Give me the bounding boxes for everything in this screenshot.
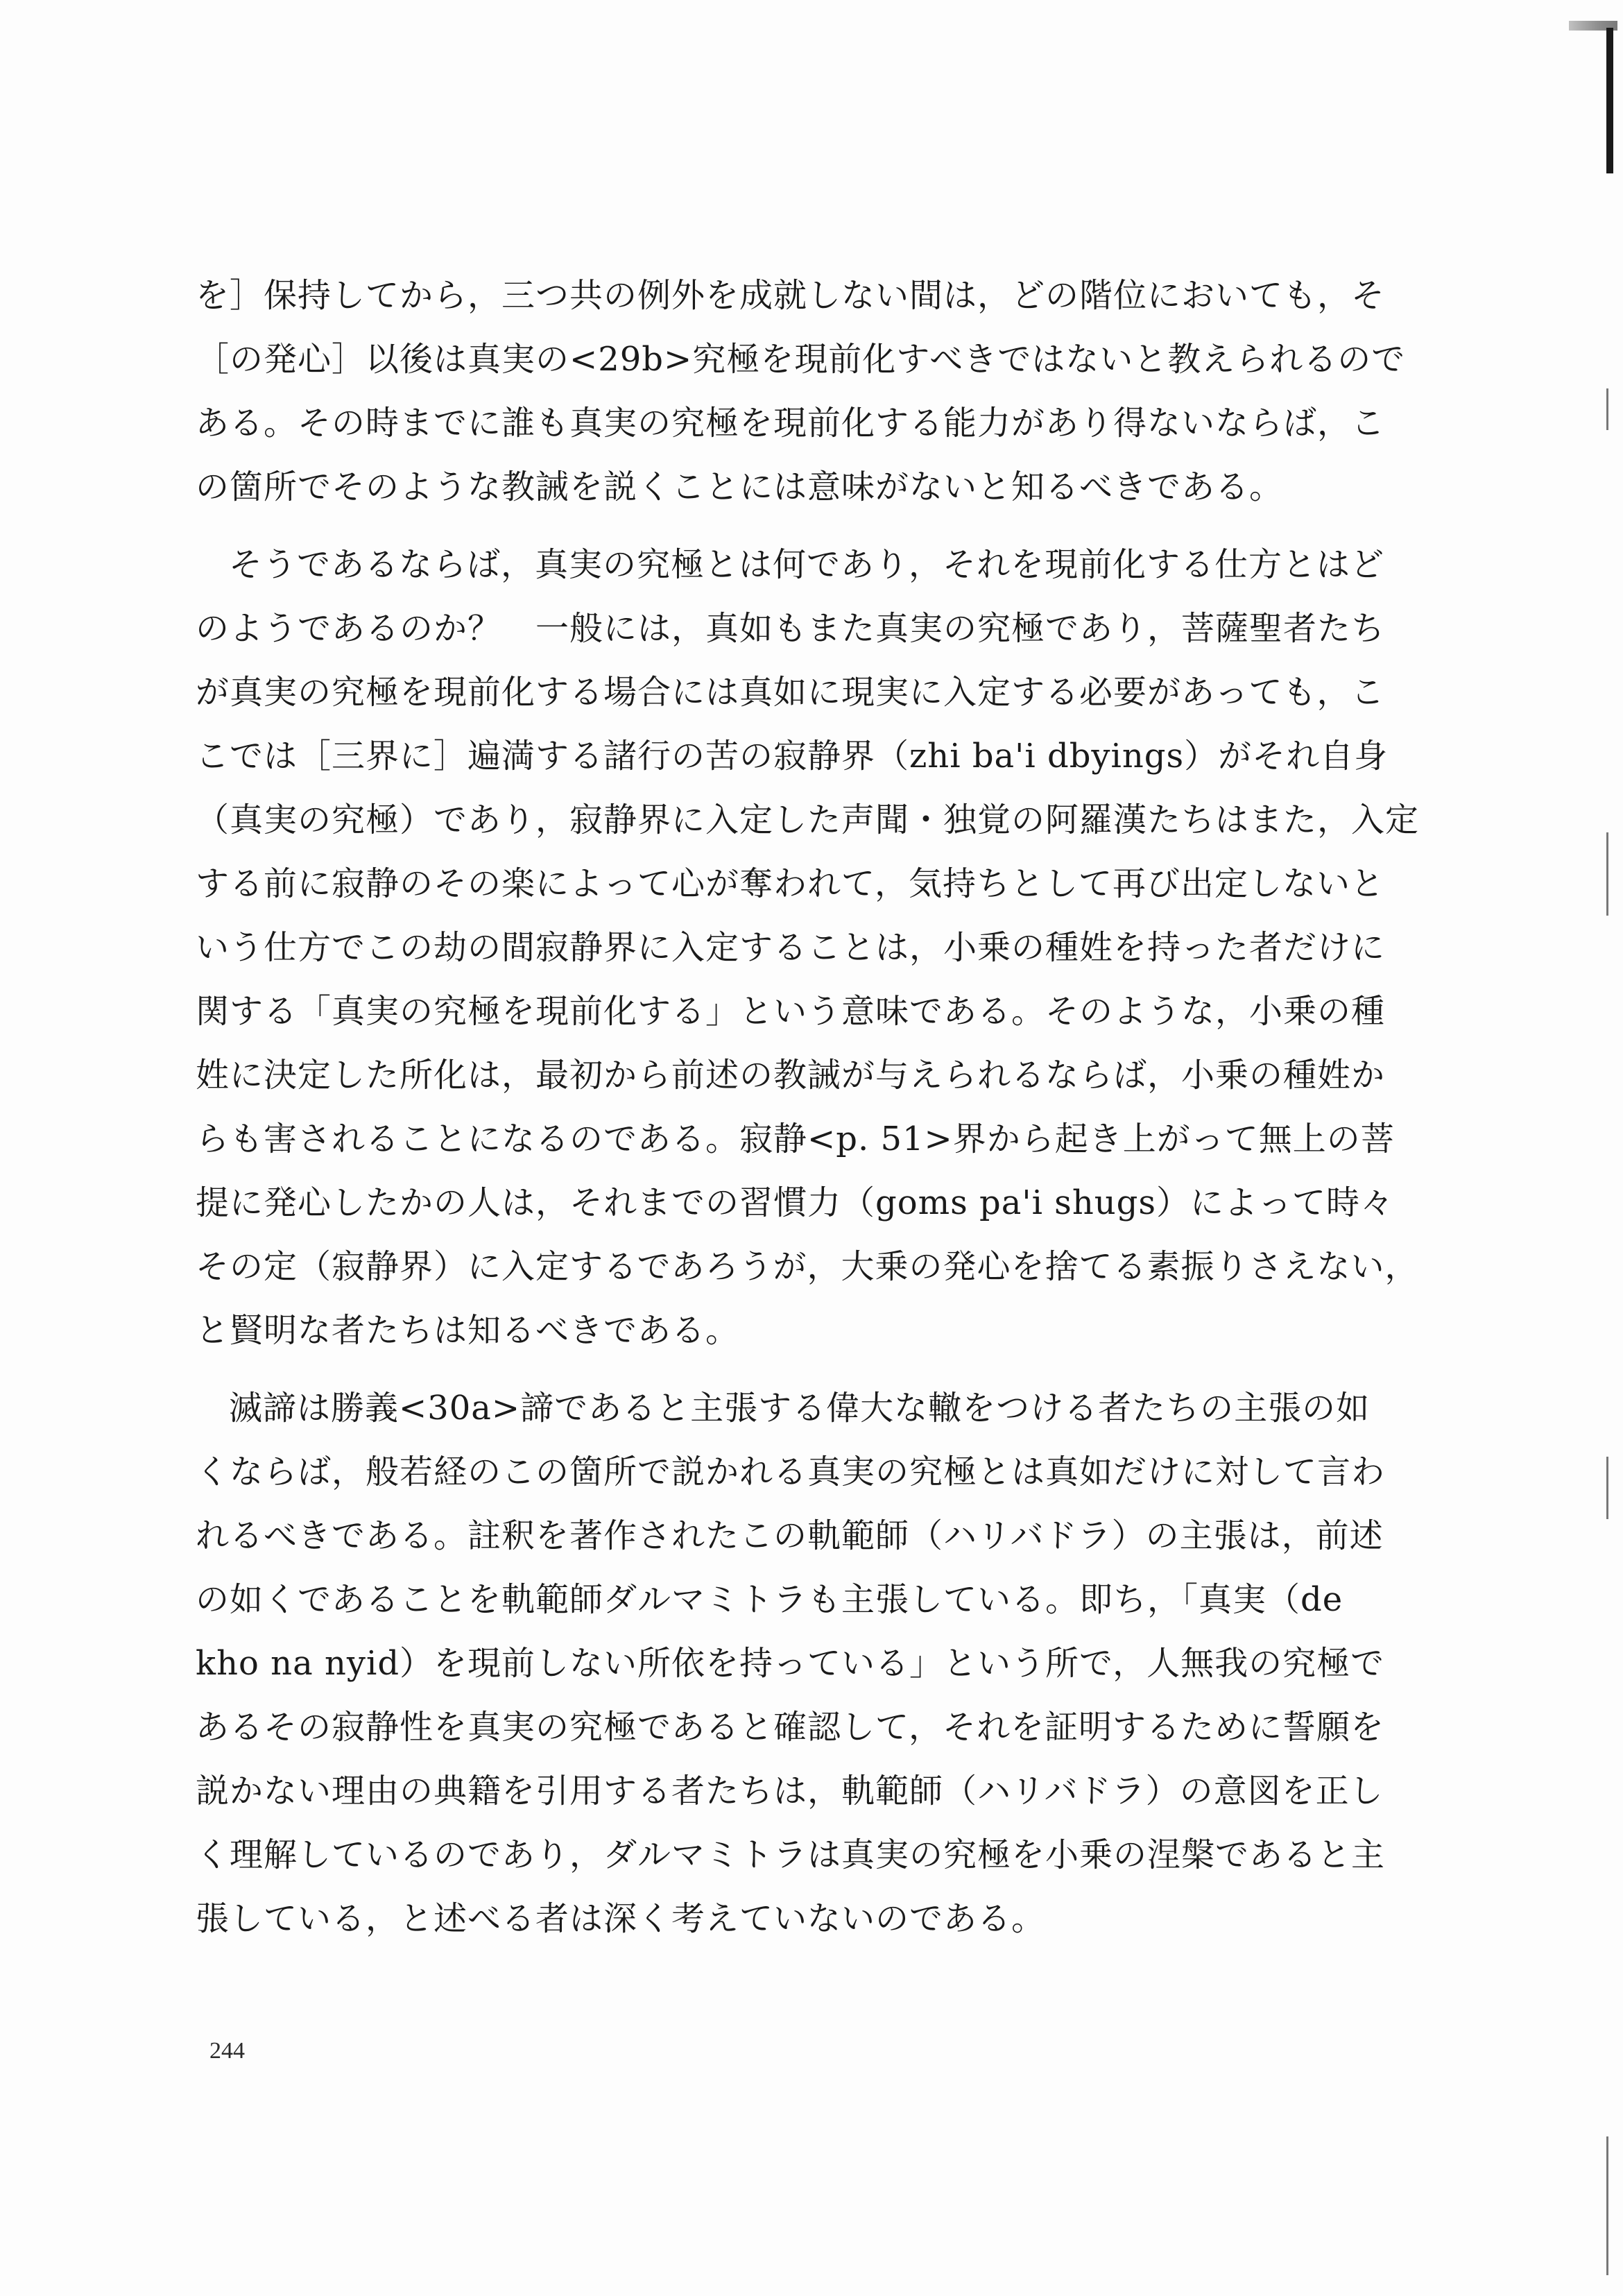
scan-edge-speck [1606,832,1608,916]
text-line: （真実の究極）であり，寂静界に入定した声聞・独覚の阿羅漢たちはまた，入定 [196,800,1420,839]
text-line: が真実の究極を現前化する場合には真如に現実に入定する必要があっても，こ [196,673,1385,712]
paragraph [196,264,1409,519]
text-line: くならば，般若経のこの箇所で説かれる真実の究極とは真如だけに対して言わ [196,1453,1386,1491]
body-text [196,264,1420,1951]
text-line: 滅諦は勝義<30a>諦であると主張する偉大な轍をつける者たちの主張の如 [229,1389,1371,1428]
text-line: その定（寂静界）に入定するであろうが，大乗の発心を捨てる素振りさえない， [196,1247,1419,1286]
text-line: そうであるならば，真実の究極とは何であり，それを現前化する仕方とはど [229,545,1385,584]
text-line: らも害されることになるのである。寂静<p. 51>界から起き上がって無上の菩 [196,1120,1395,1158]
text-line: kho na nyid）を現前しない所依を持っている」という所で，人無我の究極で [196,1644,1385,1683]
text-line: 関する「真実の究極を現前化する」という意味である。そのような，小乗の種 [196,992,1386,1031]
text-line: と賢明な者たちは知るべきである。 [196,1311,740,1350]
text-line: を］保持してから，三つ共の例外を成就しない間は，どの階位においても，そ [196,276,1386,315]
text-line: する前に寂静のその楽によって心が奪われて，気持ちとして再び出定しないと [196,864,1385,903]
paragraph [196,1376,1409,1951]
text-line: いう仕方でこの劫の間寂静界に入定することは，小乗の種姓を持った者だけに [196,928,1386,967]
text-line: こでは［三界に］遍満する諸行の苦の寂静界（zhi ba'i dbyings）がそれ自身 [196,737,1389,776]
text-line: 姓に決定した所化は，最初から前述の教誡が与えられるならば，小乗の種姓か [196,1056,1386,1095]
text-line: れるべきである。註釈を著作されたこの軌範師（ハリバドラ）の主張は，前述 [196,1516,1384,1555]
scan-edge-speck [1606,388,1608,430]
scan-edge-bar [1606,28,1613,173]
paragraph [196,533,1420,1362]
text-line: の如くであることを軌範師ダルマミトラも主張している。即ち，「真実（de [196,1580,1343,1619]
text-line: 張している，と述べる者は深く考えていないのである。 [196,1899,1046,1938]
text-line: く理解しているのであり，ダルマミトラは真実の究極を小乗の涅槃であると主 [196,1835,1386,1874]
scan-edge-speck [1606,2136,1608,2275]
text-line: 提に発心したかの人は，それまでの習慣力（goms pa'i shugs）によって時々 [196,1183,1395,1222]
text-line: の箇所でそのような教誡を説くことには意味がないと知るべきである。 [196,468,1284,506]
text-line: 説かない理由の典籍を引用する者たちは，軌範師（ハリバドラ）の意図を正し [196,1772,1384,1810]
paragraph-gap [196,519,1409,533]
page-number: 244 [209,2038,245,2064]
paragraph-gap [196,1362,1409,1376]
text-line: あるその寂静性を真実の究極であると確認して，それを証明するために誓願を [196,1708,1385,1747]
text-line: ある。その時までに誰も真実の究極を現前化する能力があり得ないならば，こ [196,404,1386,443]
text-line: のようであるのか？ 一般には，真如もまた真実の究極であり，菩薩聖者たち [196,609,1386,648]
text-line: ［の発心］以後は真実の<29b>究極を現前化すべきではないと教えられるので [196,340,1406,379]
scan-edge-speck [1606,1457,1608,1519]
